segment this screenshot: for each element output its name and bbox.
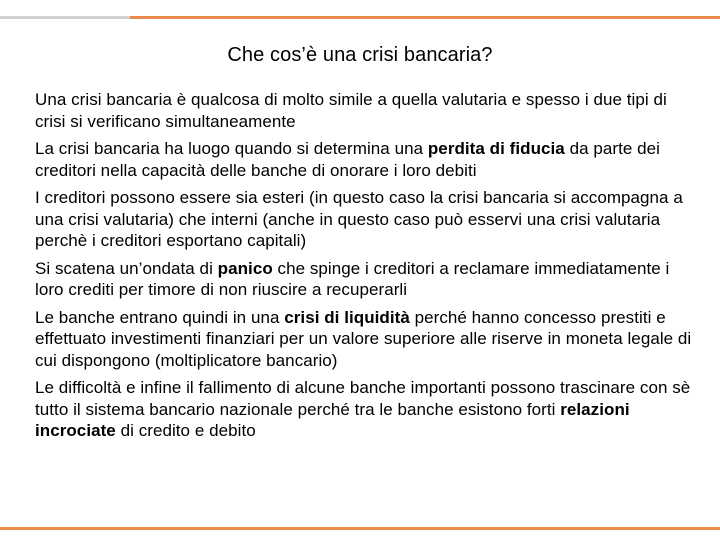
slide-body	[35, 89, 700, 448]
paragraph-text: di credito e debito	[115, 421, 256, 440]
paragraph	[35, 307, 700, 372]
paragraph	[35, 138, 700, 181]
paragraph	[35, 187, 700, 252]
paragraph-text: perché hanno concesso prestiti e effettuato investimenti finanziari per un valore superiore alle riserve in moneta legale di cui dispongono (moltiplicatore bancario)	[35, 307, 692, 370]
bold-term: relazioni incrociate	[35, 399, 630, 440]
paragraph-text: Una crisi bancaria è qualcosa di molto simile a quella valutaria e spesso i due tipi di crisi si verificano simultaneamente	[35, 90, 667, 131]
paragraph	[35, 89, 700, 132]
paragraph-text: che spinge i creditori a reclamare immediatamente i loro crediti per timore di non riuscire a recuperarli	[35, 258, 670, 299]
slide-title: Che cos’è una crisi bancaria?	[227, 44, 493, 66]
paragraph	[35, 377, 700, 442]
bold-term: panico	[217, 258, 273, 278]
paragraph-text: Le difficoltà e infine il fallimento di alcune banche importanti possono trascinare con sè tutto il sistema bancario nazionale perché tra le banche esistono forti	[35, 378, 691, 419]
paragraph-text: Si scatena un’ondata di	[35, 258, 218, 278]
bold-term: perdita di fiducia	[427, 139, 565, 158]
paragraph-text: I creditori possono essere sia esteri (in questo caso la crisi bancaria si accompagna a una crisi valutaria) che interni (anche in questo caso può esservi una crisi valutaria perchè i creditori esportano capitali)	[35, 188, 683, 250]
paragraph-text: La crisi bancaria ha luogo quando si determina una	[35, 139, 428, 158]
paragraph	[35, 258, 700, 301]
top-rule-left-segment	[0, 16, 130, 19]
paragraph-text: Le banche entrano quindi in una	[35, 307, 285, 327]
bottom-rule	[0, 527, 720, 530]
paragraph-text: da parte dei creditori nella capacità delle banche di onorare i loro debiti	[35, 139, 660, 180]
bold-term: crisi di liquidità	[284, 307, 410, 327]
